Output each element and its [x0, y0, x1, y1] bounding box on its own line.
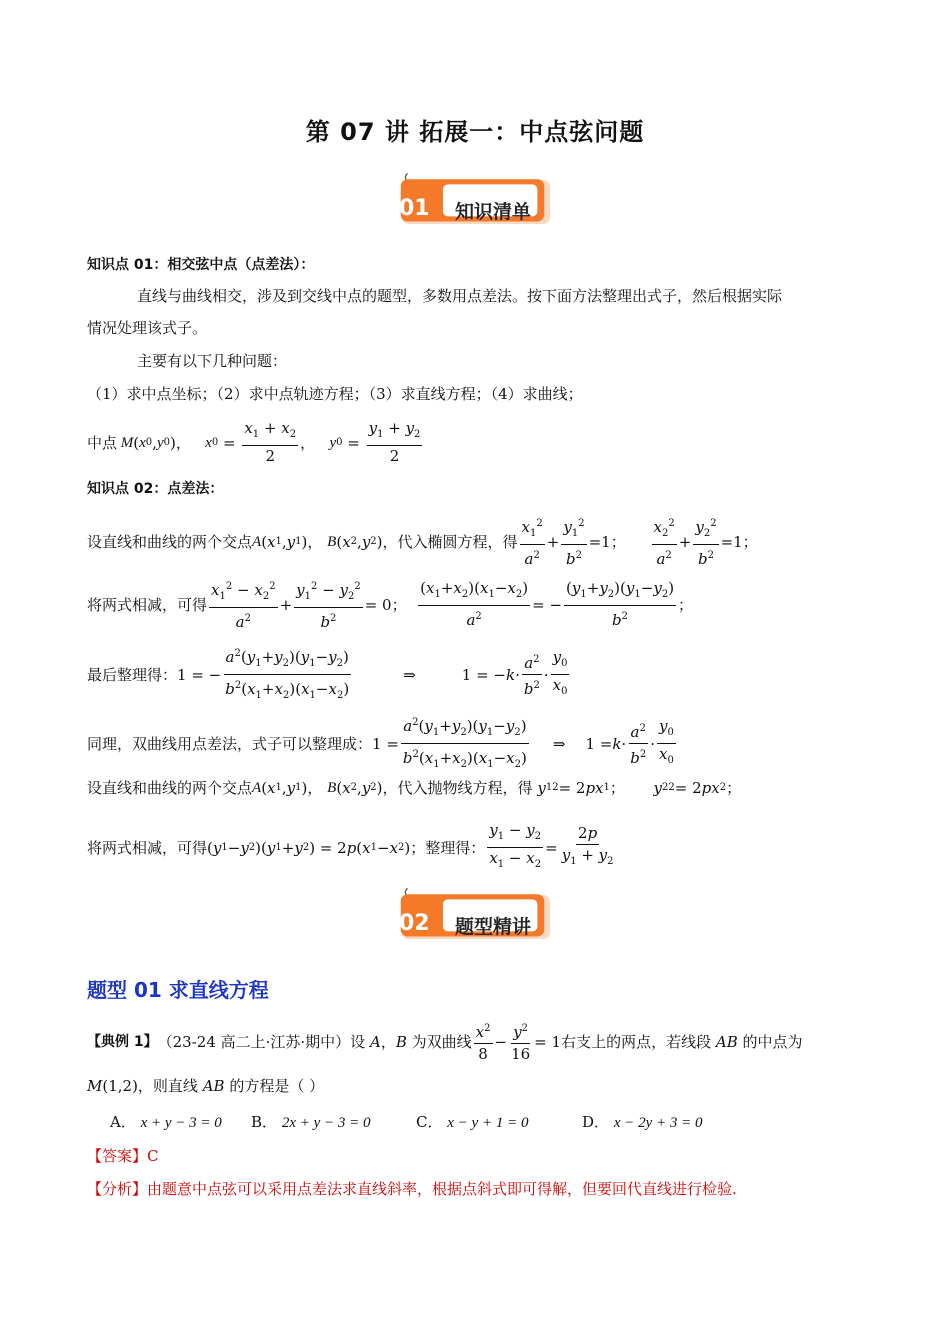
kp1-heading: 知识点 01：相交弦中点（点差法）： — [87, 257, 315, 273]
text-intersection: 设直线和曲线的两个交点 — [87, 532, 253, 551]
text-hyperbola: 同理，双曲线用点差法，式子可以整理成： — [87, 734, 373, 753]
hyperbola-result: 同理，双曲线用点差法，式子可以整理成： 1 = $\frac{a^2(y_1+y_2)(y_1-y_2)}{b^2(x_1+x_2)(x_1-x_2)}$ ⇒ 1 = k · $\frac{a^2}{b^2}$ · $\frac{y_0}{x_0}$ — [87, 712, 678, 775]
text-subtract: 将两式相减，可得 — [87, 595, 208, 614]
example-text-2: 右支上的两点，若线段 — [561, 1032, 712, 1051]
option-text: x − y + 1 = 0 — [447, 1115, 529, 1131]
example-text-1: 为双曲线 — [411, 1032, 472, 1051]
example-1-line2: M (1,2) ，则直线 AB 的方程是（ ） — [87, 1077, 325, 1095]
option-letter: B． — [251, 1113, 278, 1131]
example-1-line1: 【典例 1】 （23-24 高二上·江苏·期中）设 A ， B 为双曲线 $\frac{x^2}{8}$ − $\frac{y^2}{16}$ = 1 右支上的两点，若线段 AB 的中点为 — [87, 1018, 803, 1065]
ellipse-subtraction: 将两式相减，可得 $\frac{x_1^2 - x_2^2}{a^2}$ + $\frac{y_1^2 - y_2^2}{b^2}$ = 0； $\frac{(x_1+x_2)(x_1-x_2)}{a^2}$ = − $\frac{(y_1+y_2)(y_1-y_2)}{b^2}$ ； — [87, 576, 693, 633]
option-letter: C． — [416, 1113, 443, 1131]
answer: 【答案】C — [87, 1147, 159, 1165]
page-title: 第 07 讲 拓展一：中点弦问题 — [305, 118, 645, 146]
kp1-paragraph: 直线与曲线相交，涉及到交线中点的题型，多数用点差法。按下面方法整理出式子，然后根据实际 — [137, 287, 783, 305]
text-simplify: ；整理得： — [410, 838, 486, 857]
ellipse-result: 最后整理得： 1 = − $\frac{a^2(y_1+y_2)(y_1-y_2)}{b^2(x_1+x_2)(x_1-x_2)}$ ⇒ 1 = − k · $\frac{a^2}{b^2}$ · $\frac{y_0}{x_0}$ — [87, 643, 571, 706]
example-label: 【典例 1】 — [87, 1033, 158, 1050]
section-label: 知识清单 — [455, 201, 532, 223]
parabola-substitution: 设直线和曲线的两个交点 A ( x 1 , y 1 )， B ( x 2 , y 2 ) ，代入抛物线方程，得 y 1 2 = 2 px 1 ； y 2 2 = 2 px 2 ； — [87, 779, 742, 797]
example-text-4: ，则直线 — [137, 1077, 198, 1095]
text-final: 最后整理得： — [87, 665, 178, 684]
parabola-result: 将两式相减，可得 ( y 1 − y 2 )( y 1 + y 2 ) = 2 p ( x 1 − x 2 ) ；整理得： $\frac{y_1 - y_2}{x_1 - x_2}$ = $\frac{2p}{y_1 + y_2}$ — [87, 821, 614, 870]
option-d[interactable] — [582, 1112, 703, 1133]
option-letter: A． — [110, 1113, 136, 1131]
section-banner-02 — [385, 885, 565, 943]
option-letter: D． — [582, 1113, 610, 1131]
kp1-paragraph-cont: 情况处理该式子。 — [87, 319, 208, 337]
section-label: 题型精讲 — [455, 916, 532, 938]
text-subtract-2: 将两式相减，可得 — [87, 838, 208, 857]
option-text: 2x + y − 3 = 0 — [281, 1115, 371, 1131]
kp1-problem-list: （1）求中点坐标；（2）求中点轨迹方程；（3）求直线方程；（4）求曲线； — [87, 385, 583, 403]
text-intersection-2: 设直线和曲线的两个交点 — [87, 779, 253, 797]
option-text: x + y − 3 = 0 — [140, 1115, 222, 1131]
example-text-5: 的方程是（ ） — [229, 1077, 325, 1095]
section-number: 02 — [399, 911, 430, 936]
section-number: 01 — [399, 196, 430, 221]
midpoint-formula: 中点 M ( x 0 , y 0 )， x 0 = $\frac{x_1 + x_2}{2}$ ， y 0 = $\frac{y_1 + y_2}{2}$ — [87, 419, 421, 465]
kp1-problems-intro: 主要有以下几种问题： — [137, 352, 288, 370]
option-c[interactable] — [416, 1112, 528, 1133]
text-ellipse: ，代入椭圆方程，得 — [382, 532, 518, 551]
option-b[interactable] — [251, 1112, 371, 1133]
type01-heading: 题型 01 求直线方程 — [87, 978, 269, 1002]
example-text-3: 的中点为 — [742, 1032, 803, 1051]
midpoint-label: 中点 — [87, 433, 118, 452]
section-banner-01 — [385, 170, 565, 228]
option-text: x − 2y + 3 = 0 — [613, 1115, 703, 1131]
analysis: 【分析】由题意中点弦可以采用点差法求直线斜率，根据点斜式即可得解，但要回代直线进行检验. — [87, 1180, 737, 1198]
option-a[interactable] — [110, 1112, 222, 1133]
text-parabola: ，代入抛物线方程，得 — [382, 779, 533, 797]
ellipse-substitution: 设直线和曲线的两个交点 A ( x 1 , y 1 )， B ( x 2 , y 2 ) ，代入椭圆方程，得 $\frac{x_1^2}{a^2}$ + $\frac{y_1^2}{b^2}$ =1； $\frac{x_2^2}{a^2}$ + $\frac{y_2^2}{b^2}$ =1； — [87, 513, 758, 570]
kp2-heading: 知识点 02：点差法： — [87, 481, 224, 497]
example-source: （23-24 高二上·江苏·期中）设 — [157, 1032, 366, 1051]
